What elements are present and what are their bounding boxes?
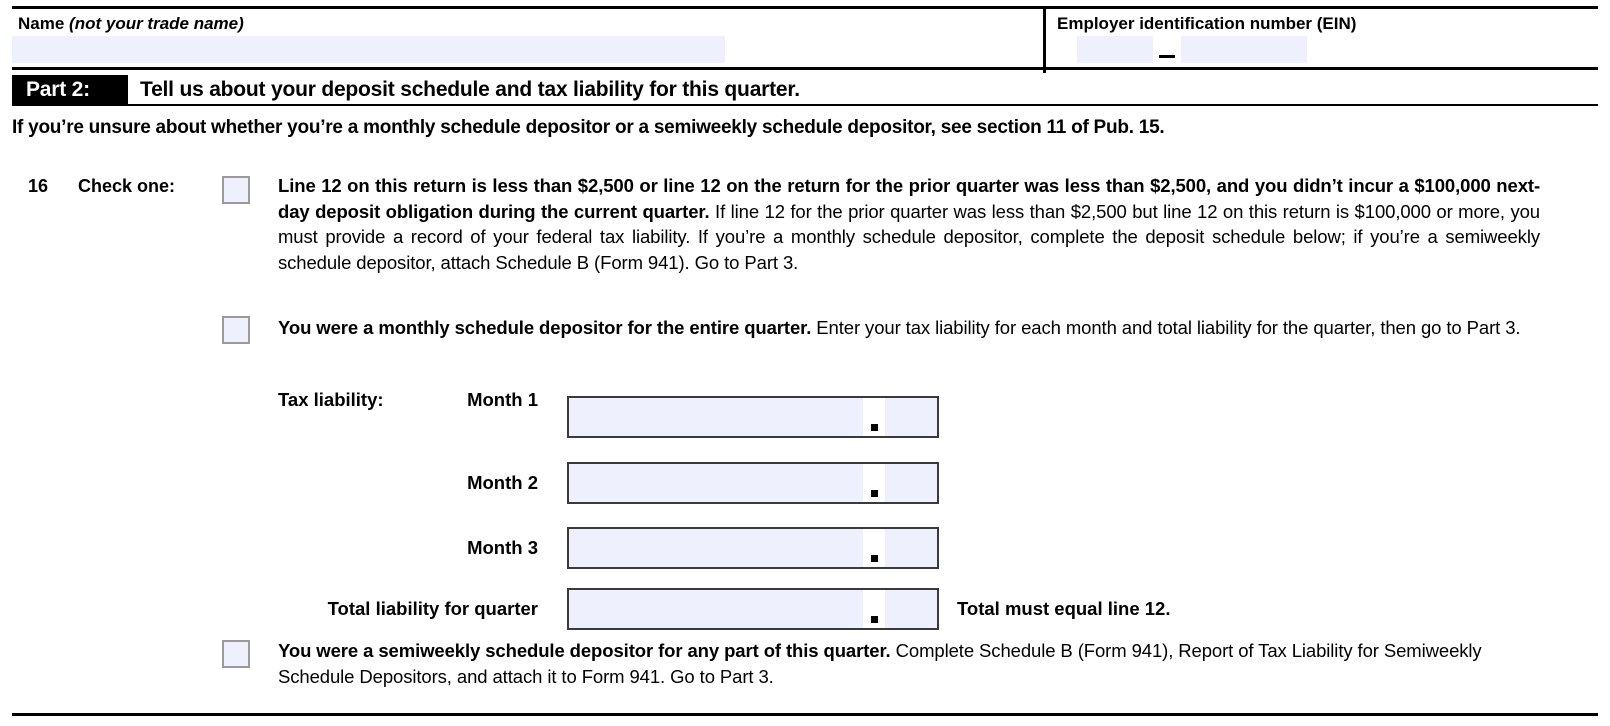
ein-prefix-input[interactable]	[1077, 36, 1153, 63]
month-1-label: Month 1	[467, 389, 538, 410]
option-b-bold: You were a monthly schedule depositor for the entire quarter.	[278, 317, 812, 338]
name-label-bold: Name	[18, 14, 65, 33]
deposit-schedule-intro: If you’re unsure about whether you’re a monthly schedule depositor or a semiweekly schedule depositor, see section 11 of Pub. 15.	[12, 117, 1165, 138]
part-2-underline	[12, 104, 1598, 106]
month-3-decimal-separator	[863, 529, 885, 567]
total-dollars-input[interactable]	[569, 590, 863, 628]
name-label-italic: (not your trade name)	[69, 14, 244, 33]
checkbox-semiweekly-schedule-depositor[interactable]	[222, 640, 250, 668]
option-less-than-2500-text	[278, 173, 1540, 275]
tax-liability-section-label: Tax liability:	[278, 389, 384, 410]
name-field-label	[18, 14, 244, 34]
checkbox-monthly-schedule-depositor[interactable]	[222, 316, 250, 344]
month-2-cents-input[interactable]	[885, 464, 937, 502]
month-1-cents-input[interactable]	[885, 398, 937, 436]
option-a-rest: If line 12 for the prior quarter was less than $2,500 but line 12 on this return is $100,000 or more, you must provide a record of your federal tax liability. If you’re a monthly schedule depositor, complete the deposit schedule below; if you’re a semiweekly schedule depositor, attach Schedule B (Form 941). Go to Part 3.	[278, 200, 1540, 273]
option-semiweekly-depositor-text	[278, 638, 1540, 689]
line-16-check-one-label: Check one:	[78, 176, 176, 196]
total-liability-label: Total liability for quarter	[327, 598, 538, 619]
ein-field-label: Employer identification number (EIN)	[1057, 14, 1357, 33]
decimal-point-icon	[871, 616, 878, 623]
decimal-point-icon	[871, 424, 878, 431]
part-2-tag: Part 2:	[12, 75, 128, 104]
line-16-number: 16	[28, 176, 49, 196]
form-header	[12, 6, 1598, 70]
month-3-amount-field[interactable]	[567, 527, 939, 569]
total-decimal-separator	[863, 590, 885, 628]
ein-dash-separator	[1153, 36, 1181, 63]
month-1-amount-field[interactable]	[567, 396, 939, 438]
month-3-cents-input[interactable]	[885, 529, 937, 567]
total-liability-amount-field[interactable]	[567, 588, 939, 630]
month-3-dollars-input[interactable]	[569, 529, 863, 567]
month-1-decimal-separator	[863, 398, 885, 436]
option-c-rest: Complete Schedule B (Form 941), Report of Tax Liability for Semiweekly Schedule Depositors, and attach it to Form 941. Go to Part 3.	[278, 640, 1482, 687]
page-bottom-rule	[12, 713, 1598, 716]
ein-field-group	[1077, 36, 1307, 63]
total-must-equal-note: Total must equal line 12.	[957, 598, 1171, 619]
header-vertical-divider	[1043, 9, 1046, 73]
month-2-amount-field[interactable]	[567, 462, 939, 504]
option-b-rest: Enter your tax liability for each month and total liability for the quarter, then go to Part 3.	[811, 317, 1521, 338]
month-2-decimal-separator	[863, 464, 885, 502]
month-2-dollars-input[interactable]	[569, 464, 863, 502]
name-input[interactable]	[12, 36, 725, 63]
month-3-label: Month 3	[467, 537, 538, 558]
option-a-bold: Line 12 on this return is less than $2,500 or line 12 on the return for the prior quarter was less than $2,500, and you didn’t incur a $100,000 next-day deposit obligation during the current quarter.	[278, 175, 1540, 222]
option-monthly-depositor-text	[278, 315, 1540, 341]
month-2-label: Month 2	[467, 472, 538, 493]
part-2-title: Tell us about your deposit schedule and tax liability for this quarter.	[140, 78, 800, 101]
total-cents-input[interactable]	[885, 590, 937, 628]
month-1-dollars-input[interactable]	[569, 398, 863, 436]
checkbox-less-than-2500[interactable]	[222, 176, 250, 204]
option-c-bold: You were a semiweekly schedule depositor for any part of this quarter.	[278, 640, 891, 661]
part-2-banner	[12, 75, 1031, 104]
decimal-point-icon	[871, 555, 878, 562]
decimal-point-icon	[871, 490, 878, 497]
ein-suffix-input[interactable]	[1181, 36, 1307, 63]
